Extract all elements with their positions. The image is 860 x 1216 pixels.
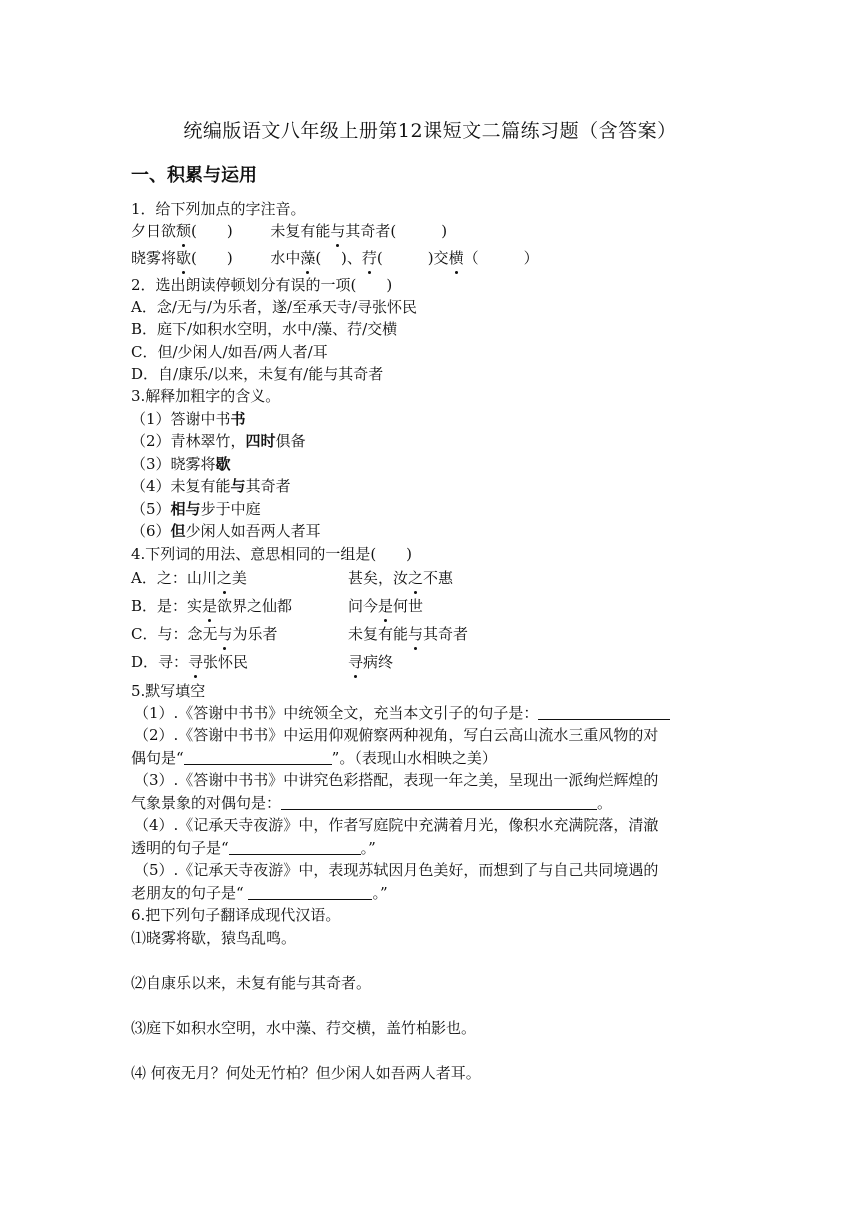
question-4-option-b-right: 问今是何世	[348, 597, 424, 615]
question-2-option-b: B．庭下/如积水空明，水中/藻、荇/交横	[131, 320, 398, 338]
page-title: 统编版语文八年级上册第12课短文二篇练习题（含答案）	[183, 120, 677, 142]
question-4-option-a-left: A．之：山川之美	[131, 569, 247, 587]
question-5-stem: 5.默写填空	[131, 682, 206, 700]
question-4-option-b-left: B．是：实是欲界之仙都	[131, 597, 293, 615]
question-6-sentence-1: ⑴晓雾将歇，猿鸟乱鸣。	[131, 929, 297, 947]
answer-blank[interactable]	[184, 750, 332, 765]
question-4-option-d-left: D．寻：寻张怀民	[131, 653, 249, 671]
answer-blank[interactable]	[538, 705, 670, 720]
question-4-option-c-left: C．与：念无与为乐者	[131, 625, 278, 643]
question-6-stem: 6.把下列句子翻译成现代汉语。	[131, 906, 341, 924]
question-4-option-c-right: 未复有能与其奇者	[348, 625, 469, 643]
question-3-item-6: （6）但少闲人如吾两人者耳	[131, 522, 321, 540]
answer-blank[interactable]	[248, 885, 372, 900]
question-5-item-4-line-1: （4）.《记承天寺夜游》中，作者写庭院中充满着月光，像积水充满院落，清澈	[134, 816, 659, 834]
answer-blank[interactable]	[229, 840, 361, 855]
question-5-item-5-line-2: 老朋友的句子是“ 。”	[131, 884, 388, 902]
question-6-sentence-2: ⑵自康乐以来，未复有能与其奇者。	[131, 974, 372, 992]
question-2-stem: 2．选出朗读停顿划分有误的一项( )	[131, 276, 393, 294]
question-5-item-3-line-2: 气象景象的对偶句是： 。	[131, 794, 613, 812]
question-5-item-1: （1）.《答谢中书书》中统领全文，充当本文引子的句子是：	[134, 703, 670, 723]
question-6-sentence-3: ⑶庭下如积水空明，水中藻、荇交横，盖竹柏影也。	[131, 1019, 477, 1037]
section-heading: 一、积累与运用	[131, 165, 257, 186]
question-2-option-c: C．但/少闲人/如吾/两人者/耳	[131, 343, 328, 361]
question-5-item-4-line-2: 透明的句子是“ 。”	[131, 839, 376, 857]
question-5-item-3-line-1: （3）.《答谢中书书》中讲究色彩搭配，表现一年之美，呈现出一派绚烂辉煌的	[134, 771, 659, 789]
answer-blank[interactable]	[281, 795, 597, 810]
question-5-item-5-line-1: （5）.《记承天寺夜游》中，表现苏轼因月色美好，而想到了与自己共同境遇的	[134, 861, 659, 879]
question-2-option-d: D．自/康乐/以来，未复有/能与其奇者	[131, 365, 384, 383]
question-3-item-2: （2）青林翠竹，四时俱备	[131, 432, 306, 450]
question-1-stem: 1．给下列加点的字注音。	[131, 200, 306, 218]
question-3-item-1: （1）答谢中书书	[131, 410, 246, 428]
question-1-row-1: 夕日欲颓( ) 未复有能与其奇者( )	[131, 222, 448, 240]
question-2-option-a: A．念/无与/为乐者，遂/至承天寺/寻张怀民	[131, 298, 418, 316]
question-4-option-a-right: 甚矣，汝之不惠	[348, 569, 454, 587]
question-5-item-2-line-1: （2）.《答谢中书书》中运用仰观俯察两种视角，写白云高山流水三重风物的对	[134, 726, 659, 744]
question-5-item-2-line-2: 偶句是“ ”。（表现山水相映之美）	[131, 749, 497, 767]
question-4-stem: 4.下列词的用法、意思相同的一组是( )	[131, 545, 413, 563]
question-3-stem: 3.解释加粗字的含义。	[131, 387, 281, 405]
question-6-sentence-4: ⑷ 何夜无月？何处无竹柏？但少闲人如吾两人者耳。	[131, 1064, 481, 1082]
question-3-item-4: （4）未复有能与其奇者	[131, 477, 291, 495]
question-3-item-5: （5）相与步于中庭	[131, 500, 261, 518]
question-1-row-2: 晓雾将歇( ) 水中藻( )、荇( )交横（ ）	[131, 249, 539, 267]
question-4-option-d-right: 寻病终	[348, 653, 394, 671]
question-3-item-3: （3）晓雾将歇	[131, 455, 231, 473]
